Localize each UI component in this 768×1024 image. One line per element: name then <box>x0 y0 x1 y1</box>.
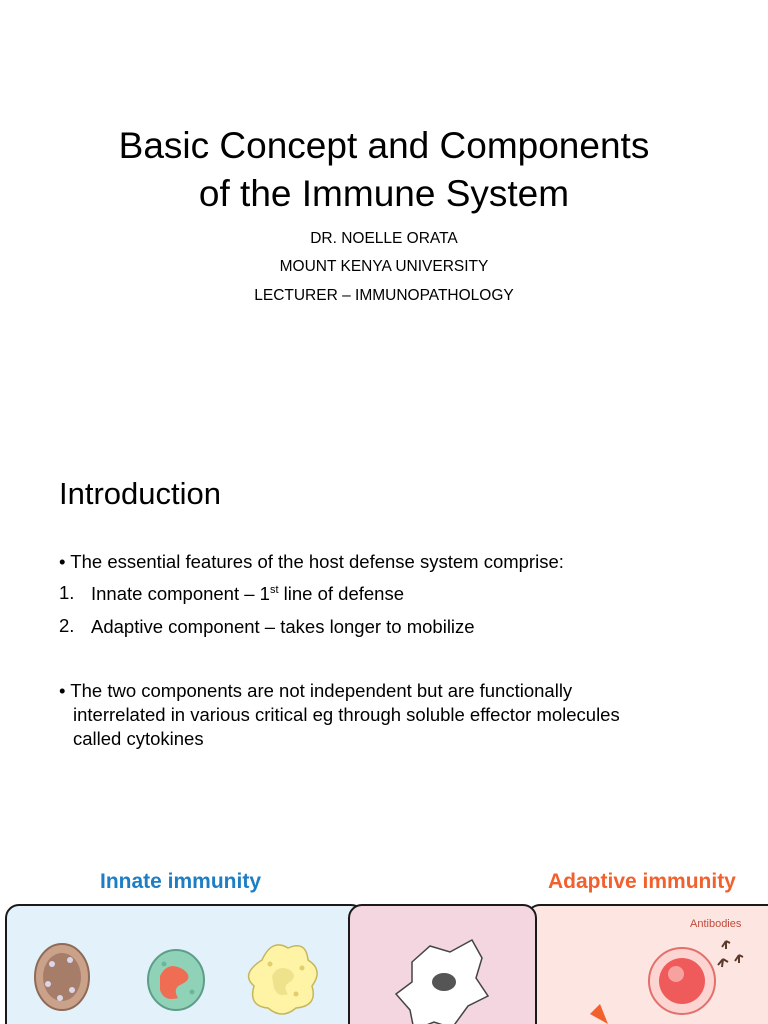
cell-illustrations <box>0 864 768 1024</box>
list-item-2: Adaptive component – takes longer to mobilize <box>91 616 475 637</box>
arrow-icon <box>590 1004 608 1024</box>
introduction-slide <box>0 432 768 862</box>
neutrophil-icon <box>249 945 318 1014</box>
granulocyte-icon <box>35 944 89 1010</box>
bullet-2-line-3: called cytokines <box>73 728 204 749</box>
list-item-1-sup: st <box>269 584 279 596</box>
title-line-1: Basic Concept and Components <box>118 125 650 166</box>
bullet-1-text: The essential features of the host defense system comprise: <box>70 551 564 572</box>
list-item-1-text-end: line of defense <box>278 583 405 604</box>
antibody-icon <box>718 941 743 967</box>
slide-heading: Introduction <box>59 476 221 511</box>
dendritic-cell-icon <box>396 940 488 1024</box>
title-line-2: of the Immune System <box>198 173 570 214</box>
list-item-1-text: Innate component – 1 <box>91 583 270 604</box>
title-slide <box>0 0 768 430</box>
adaptive-immunity-label: Adaptive immunity <box>548 870 736 893</box>
bullet-2 <box>59 679 572 703</box>
bullet-icon: • <box>59 680 66 701</box>
immunity-diagram-slide <box>0 864 768 1024</box>
innate-immunity-label: Innate immunity <box>100 870 262 893</box>
list-item-1 <box>91 582 404 606</box>
lymphocyte-icon <box>649 948 715 1014</box>
list-number-1: 1. <box>59 582 75 603</box>
bullet-2-line-1: The two components are not independent but are functionally <box>70 680 573 701</box>
slide-title <box>0 122 768 218</box>
eosinophil-icon <box>148 950 204 1010</box>
lecturer-role: LECTURER – IMMUNOPATHOLOGY <box>254 287 514 304</box>
bullet-2-line-2: interrelated in various critical eg through soluble effector molecules <box>73 704 620 725</box>
antibodies-label: Antibodies <box>690 918 742 930</box>
institution-name: MOUNT KENYA UNIVERSITY <box>279 258 489 275</box>
bullet-1 <box>59 550 564 574</box>
list-number-2: 2. <box>59 615 75 636</box>
author-name: DR. NOELLE ORATA <box>310 230 458 247</box>
bullet-icon: • <box>59 551 66 572</box>
